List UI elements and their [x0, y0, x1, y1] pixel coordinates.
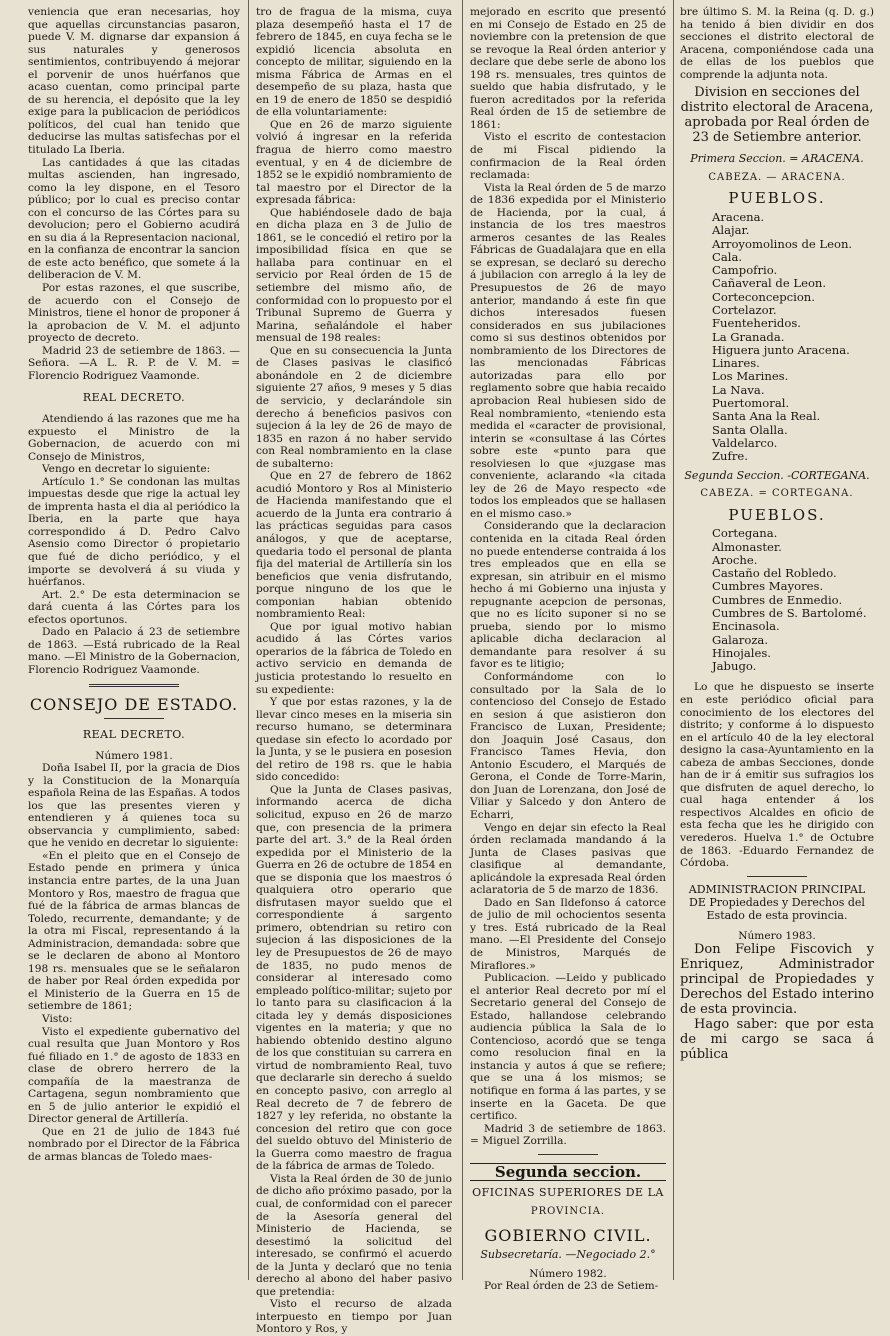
town-list	[712, 527, 874, 673]
town-item: Puertomoral.	[712, 396, 790, 411]
paragraph: Por estas razones, el que suscribe, de acuerdo con el Consejo de Ministros, tiene el honor de proponer á la aprobacion de V. M. el adjunto proyecto de decreto.	[28, 282, 240, 345]
town-item: Valdelarco.	[712, 435, 778, 450]
paragraph: bre último S. M. la Reina (q. D. g.) ha tenido á bien dividir en dos secciones el distrito electoral de Aracena, componiéndose cada una de ellas de los pueblos que comprende la adjunta nota.	[680, 6, 874, 81]
town-item: Cala.	[712, 249, 743, 264]
town-item: Linares.	[712, 356, 760, 371]
town-item: Cortegana.	[712, 526, 778, 541]
paragraph: Dado en Palacio á 23 de setiembre de 1863. —Está rubricado de la Real mano. —El Ministro de la Gobernacion, Florencio Rodriguez Vaamonde.	[28, 626, 240, 676]
paragraph: Considerando que la declaracion contenida en la citada Real órden no puede entenderse contraida á los tres empleados que en ella se expresan, sin atribuir en el mismo hecho á mi Gobierno una injusta y repugnante acepcion de personas, que no es lícito suponer si no se prueba, siendo por lo mismo aplicable dicha declaracion al demandante para resolver á su favor es te litigio;	[470, 520, 666, 671]
paragraph: Vengo en dejar sin efecto la Real órden reclamada mandando á la Junta de Clases pasivas que clasifique al demandante, aplicándole la expresada Real órden aclaratoria de 5 de marzo de 1836.	[470, 821, 666, 897]
paragraph: Que en 26 de marzo siguiente volvió á ingresar en la referida fragua de hierro como maestro eventual, y en 4 de diciembre de 1852 se le expidió nombramiento de tal maestro por el Director de la expresada fábrica:	[256, 118, 452, 207]
paragraph: Hago saber: que por esta de mi cargo se saca á pública	[680, 1017, 874, 1063]
paragraph: Visto el escrito de contestacion de mi Fiscal pidiendo la confirmacion de la Real órden reclamada:	[470, 131, 666, 182]
signature-line: Madrid 23 de setiembre de 1863. —Señora. —A L. R. P. de V. M. = Florencio Rodriguez Vaamonde.	[28, 344, 240, 382]
office-heading: ADMINISTRACION PRINCIPAL DE Propiedades y Derechos del Estado de esta provincia.	[688, 882, 866, 922]
town-item: Almonaster.	[712, 539, 782, 554]
town-item: Los Marines.	[712, 369, 789, 384]
paragraph: Lo que he dispuesto se inserte en este periódico oficial para conocimiento de los electores del distrito; y conforme á lo dispuesto en el artículo 40 de la ley electoral designo la casa-Ayuntamiento en la cabeza de ambas Secciones, donde han de ir á emitir sus sufragios los que disfruten de aquel derecho, lo cual haga entender á los respectivos Alcaldes en oficio de esta fecha que les he dirigido con verederos. Huelva 1.° de Octubre de 1863. -Eduardo Fernandez de Córdoba.	[680, 681, 874, 870]
paragraph: Don Felipe Fiscovich y Enriquez, Administrador principal de Propiedades y Derechos del Estado interino de esta provincia.	[680, 942, 874, 1018]
paragraph: Publicacion. —Leido y publicado el anterior Real decreto por mí el Secretario general del Consejo de Estado, hallandose celebrando audiencia pública la Sala de lo Contencioso, acordó que se tenga como resolucion final en la instancia y autos á que se refiere; que se una á los mismos; se notifique en forma á las partes, y se inserte en la Gaceta. De que certifico.	[470, 972, 666, 1123]
town-item: Aracena.	[712, 209, 765, 224]
town-item: Santa Ana la Real.	[712, 409, 821, 424]
paragraph: Visto el recurso de alzada interpuesto en tiempo por Juan Montoro y Ros, y	[256, 1298, 452, 1336]
document-number: Número 1983.	[738, 929, 816, 942]
town-item: Fuenteheridos.	[712, 316, 801, 331]
town-item: Hinojales.	[712, 645, 771, 660]
cabeza-label: CABEZA. — ARACENA.	[708, 171, 846, 183]
town-item: Alajar.	[712, 223, 750, 238]
office-subheading: PROVINCIA.	[530, 1205, 606, 1217]
paragraph: Vista la Real órden de 5 de marzo de 1836 expedida por el Ministerio de Hacienda, por la cual, á instancia de los tres maestros armeros cesantes de las Reales Fábricas de Guadalajara que en ella se expresan, se declaró su derecho á jubilacion con arreglo á la ley de Presupuestos de 26 de mayo anterior, mandando á este fin que dichos interesados fuesen considerados en sus jubilaciones como si sus destinos obtenidos por nombramiento de los Directores de las mencionadas Fábricas autorizadas para ello por reglamento sobre que habia recaido aprobacion Real hubiesen sido de Real nombramiento, «teniendo esta medida el «caracter de provisional, interin se «consultase á las Córtes sobre este «punto para que resolviesen lo que «juzgase mas conveniente, aclarando «la citada ley de 26 de Mayo respecto «de todos los empleados que se hallasen en el mismo caso.»	[470, 181, 666, 520]
column-rule	[462, 0, 463, 1280]
paragraph: Doña Isabel II, por la gracia de Dios y la Constitucion de la Monarquía española Reina de las Españas. A todos los que las presentes vieren y entendieren y á quienes toca su observancia y cumplimiento, sabed: que he venido en decretar lo siguiente:	[28, 762, 240, 850]
paragraph: Artículo 1.° Se condonan las multas impuestas desde que rige la actual ley de imprenta hasta el dia al periódico la Iberia, en la parte que haya correspondido á D. Pedro Calvo Asensio como Director ó propietario que fué de dicho periódico, y el importe se devolverá á su viuda y huérfanos.	[28, 475, 240, 589]
paragraph: Por Real órden de 23 de Setiem-	[484, 1280, 659, 1293]
column-rule	[248, 0, 249, 1280]
town-item: La Granada.	[712, 329, 785, 344]
section-label: Primera Seccion. = ARACENA.	[690, 152, 864, 166]
pueblos-heading: PUEBLOS.	[728, 189, 826, 208]
section-heading: REAL DECRETO.	[82, 727, 186, 741]
paragraph: veniencia que eran necesarias, hoy que aquellas circunstancias pasaron, puede V. M. dignarse dar expansion á sus naturales y generosos sentimientos, contribuyendo á mejorar el porvenir de unos huérfanos que acaso cuentan, como principal parte de su herencia, el depósito que la ley exige para la publicacion de periódicos políticos, del cual han tenido que deducirse las multas satisfechas por el titulado La Iberia.	[28, 6, 240, 157]
column-1	[28, 6, 240, 1272]
town-list	[712, 211, 874, 464]
office-heading: GOBIERNO CIVIL.	[484, 1226, 652, 1246]
town-item: Corteconcepcion.	[712, 289, 815, 304]
office-heading: OFICINAS SUPERIORES DE LA	[472, 1186, 664, 1200]
paragraph: Dado en San Ildefonso á catorce de julio de mil ochocientos sesenta y tres. Está rubricado de la Real mano. —El Presidente del Consejo de Ministros, Marqués de Miraflores.»	[470, 896, 666, 972]
paragraph: Que en 21 de julio de 1843 fué nombrado por el Director de la Fábrica de armas blancas de Toledo maes-	[28, 1125, 240, 1164]
paragraph: Que por igual motivo habian acudido á las Córtes varios operarios de la fábrica de Toledo en activo servicio en demanda de justicia protestando lo resuelto en su expediente:	[256, 620, 452, 696]
paragraph: «En el pleito que en el Consejo de Estado pende en primera y única instancia entre partes, de la una Juan Montoro y Ros, maestro de fragua que fué de la fábrica de armas blancas de Toledo, recurrente, demandante; y de la otra mi Fiscal, representando á la Administracion, demandada: sobre que se le declaren de abono al Montoro 198 rs. mensuales que se le señalaron de haber por Real órden expedida por el Ministerio de la Guerra en 15 de setiembre de 1861;	[28, 849, 240, 1013]
town-item: Zufre.	[712, 449, 748, 464]
paragraph: tro de fragua de la misma, cuya plaza desempeñó hasta el 17 de febrero de 1845, en cuya fecha se le expidió licencia absoluta en concepto de militar, siguiendo en la misma Fábrica de Armas en el desempeño de su plaza, hasta que en 19 de enero de 1850 se despidió de ella voluntariamente:	[256, 6, 452, 119]
town-item: Castaño del Robledo.	[712, 566, 837, 581]
section-heading: REAL DECRETO.	[82, 391, 186, 405]
town-item: Cortelazor.	[712, 303, 777, 317]
paragraph: Art. 2.° De esta determinacion se dará cuenta á las Córtes para los efectos oportunos.	[28, 588, 240, 626]
paragraph: Visto el expediente gubernativo del cual resulta que Juan Montoro y Ros fué filiado en 1.° de agosto de 1833 en clase de obrero herrero de la compañía de la maestranza de Cartagena, segun nombramiento que en 5 de julio anterior le expidió el Director general de Artillería.	[28, 1025, 240, 1126]
town-item: Campofrio.	[712, 263, 778, 278]
separator	[747, 876, 807, 877]
section-heading: CONSEJO DE ESTADO.	[29, 695, 239, 715]
town-item: Cumbres de S. Bartolomé.	[712, 605, 867, 620]
town-item: Galaroza.	[712, 632, 769, 647]
paragraph: Conformándome con lo consultado por la Sala de lo contencioso del Consejo de Estado en sesion á que asistieron don Francisco de Luxan, Presidente; don Joaquin José Casaus, don Francisco Tames Hevia, don Antonio Escudero, el Marqués de Gerona, el Conde de Torre-Marin, don Juan de Lorenzana, don José de Viliar y Salcedo y don Antero de Echarri,	[470, 670, 666, 821]
town-item: Aroche.	[712, 552, 758, 567]
pueblos-heading: PUEBLOS.	[728, 505, 826, 524]
paragraph: mejorado en escrito que presentó en mi Consejo de Estado en 25 de noviembre con la pretension de que se revoque la Real órden anterior y declare que debe serle de abono los 198 rs. mensuales, tres quintos de sueldo que habia disfrutado, y le fueron acreditados por la referida Real órden de 15 de setiembre de 1861:	[470, 6, 666, 131]
paragraph: Que habiéndosele dado de baja en dicha plaza en 3 de Julio de 1861, se le concedió el retiro por la imposibilidad física en que se hallaba para continuar en el servicio por Real órden de 15 de setiembre del mismo año, de conformidad con lo propuesto por el Tribunal Supremo de Guerra y Marina, señalándole el haber mensual de 198 reales:	[256, 206, 452, 345]
document-number: Número 1982.	[529, 1267, 607, 1280]
town-item: Encinasola.	[712, 619, 780, 634]
town-item: Jabugo.	[712, 659, 757, 674]
separator	[538, 1154, 598, 1155]
paragraph: Vista la Real órden de 30 de junio de dicho año próximo pasado, por la cual, de conformidad con el parecer de la Asesoría general del Ministerio de Hacienda, se desestimó la solicitud del interesado, se confirmó el acuerdo de la Junta y declaró que no tenia derecho al abono del haber pasivo que pretendia:	[256, 1172, 452, 1298]
division-title: Division en secciones del distrito electoral de Aracena, aprobada por Real órden de 23 de Setiembre anterior.	[680, 85, 874, 146]
town-item: Santa Olalla.	[712, 422, 788, 437]
column-3	[470, 6, 666, 1293]
paragraph: Y que por estas razones, y la de llevar cinco meses en la miseria sin recurso humano, se determinara quedase sin efecto lo acordado por la Junta, y se le pusiera en posesion del retiro de 198 rs. que le habia sido concedido:	[256, 696, 452, 784]
town-item: Cumbres Mayores.	[712, 579, 824, 594]
column-4	[680, 6, 874, 1272]
town-item: Arroyomolinos de Leon.	[712, 236, 853, 251]
separator	[89, 684, 179, 687]
paragraph: Que en su consecuencia la Junta de Clases pasivas le clasificó abonándole en 2 de diciembre siguiente 27 años, 9 meses y 5 dias de servicio, y declarándole sin derecho á beneficios pasivos con sujecion á la ley de 26 de mayo de 1835 en razon á no haber servido con Real nombramiento en la clase de subalterno:	[256, 344, 452, 470]
column-2	[256, 6, 452, 1336]
town-item: Higuera junto Aracena.	[712, 342, 850, 357]
separator	[104, 718, 164, 719]
paragraph: Que la Junta de Clases pasivas, informando acerca de dicha solicitud, expuso en 26 de marzo que, con presencia de la primera parte del art. 3.° de la Real órden expedida por el Ministerio de la Guerra en 26 de octubre de 1854 en que se disponia que los maestros ó qualquiera otro operario que disfrutasen mayor sueldo que el correspondiente á sargento primero, obtendrian su retiro con sujecion á las disposiciones de la ley de Presupuestos de 26 de mayo de 1835, no pudo menos de considerar al interesado como empleado político-militar; sujeto por lo tanto para su clasificacion á la citada ley y demás disposiciones vigentes en la materia; y que no habiendo obtenido destino alguno de los que constituian su carrera en virtud de nombramiento Real, tuvo que declararle sin derecho á sueldo en concepto pasivo, con arreglo al Real decreto de 7 de febrero de 1827 y ley referida, no obstante la concesion del retiro que con goce del sueldo obtuvo del Ministerio de la Guerra como maestro de fragua de la fábrica de armas de Toledo.	[256, 783, 452, 1173]
paragraph: Atendiendo á las razones que me ha expuesto el Ministro de la Gobernacion, de acuerdo con mi Consejo de Ministros,	[28, 412, 240, 463]
negociado-line: Subsecretaría. —Negociado 2.°	[480, 1247, 656, 1261]
paragraph: Que en 27 de febrero de 1862 acudió Montoro y Ros al Ministerio de Hacienda manifestando que el acuerdo de la Junta era contrario á las prácticas seguidas para casos análogos, y que de aceptarse, quedaria todo el personal de planta fija del material de Artillería sin los beneficios que venia disfrutando, porque ninguno de los que le componian habian obtenido nombramiento Real:	[256, 470, 452, 621]
section-heading: Segunda seccion.	[470, 1163, 666, 1182]
town-item: Cañaveral de Leon.	[712, 276, 827, 291]
cabeza-label: CABEZA. = CORTEGANA.	[700, 488, 854, 500]
document-number: Número 1981.	[95, 749, 173, 762]
town-item: Cumbres de Enmedio.	[712, 592, 843, 607]
paragraph: Vengo en decretar lo siguiente:	[42, 463, 211, 476]
town-item: La Nava.	[712, 382, 765, 397]
paragraph: Visto:	[42, 1013, 73, 1026]
signature-line: Madrid 3 de setiembre de 1863. = Miguel Zorrilla.	[470, 1122, 666, 1148]
paragraph: Las cantidades á que las citadas multas ascienden, han ingresado, como la ley dispone, en el Tesoro público; por lo cual es preciso contar con el concurso de las Córtes para su devolucion; pero el Gobierno acudirá en su dia á la Representacion nacional, en la confianza de encontrar la sancion de este acto benéfico, que somete á la deliberacion de V. M.	[28, 156, 240, 282]
section-label: Segunda Seccion. -CORTEGANA.	[684, 468, 870, 482]
column-rule	[673, 0, 674, 1280]
